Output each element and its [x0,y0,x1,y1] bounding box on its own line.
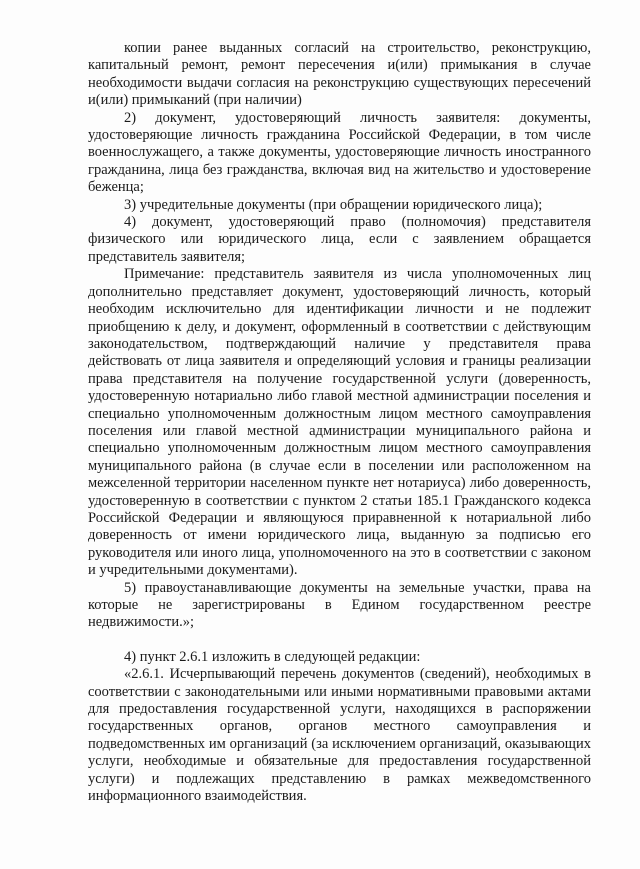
paragraph-gap [88,632,591,649]
paragraph-founding-documents: 3) учредительные документы (при обращении юридического лица); [124,196,543,213]
document-body [88,40,591,805]
paragraph-consents-copies: копии ранее выданных согласий на строительство, реконструкцию, капитальный ремонт, ремонт пересечения и(или) примыкания в случае необходимости выдачи согласия на реконструкцию существующих пересечений и(или) примыканий (при наличии) [88,40,591,109]
paragraph-note: Примечание: представитель заявителя из числа уполномоченных лиц дополнительно представляет документ, удостоверяющий личность, который необходим исключительно для идентификации личности и не подлежит приобщению к делу, и документ, оформленный в соответствии с действующим законодательством, подтверждающий наличие у представителя права действовать от лица заявителя и определяющий условия и границы реализации права представителя на получение государственной услуги (доверенность, удостоверенную нотариально либо главой местной администрации поселения и специально уполномоченным должностным лицом местного самоуправления поселения или главой местной администрации муниципального района и специально уполномоченным должностным лицом местного самоуправления муниципального района (в случае если в поселении или расположенном на межселенной территории населенном пункте нет нотариуса) либо доверенность, удостоверенную в соответствии с пунктом 2 статьи 185.1 Гражданского кодекса Российской Федерации и являющуюся приравненной к нотариальной либо доверенность от имени юридического лица, выданную за подписью его руководителя или иного лица, уполномоченного на это в соответствии с законом и учредительными документами). [88,266,591,579]
paragraph-amend-2-6-1: 4) пункт 2.6.1 изложить в следующей редакции: [124,648,421,665]
paragraph-land-title-documents: 5) правоустанавливающие документы на земельные участки, права на которые не зарегистрированы в Едином государственном реестре недвижимости.»; [88,579,591,631]
paragraph-authority-document: 4) документ, удостоверяющий право (полномочия) представителя физического или юридического лица, если с заявлением обращается представитель заявителя; [88,214,591,265]
paragraph-2-6-1-text: «2.6.1. Исчерпывающий перечень документов (сведений), необходимых в соответствии с законодательными или иными нормативными правовыми актами для предоставления государственной услуги, находящихся в распоряжении государственных органов, органов местного самоуправления и подведомственных им организаций (за исключением организаций, оказывающих услуги, необходимые и обязательные для предоставления государственной услуги) и подлежащих представлению в рамках межведомственного информационного взаимодействия. [88,666,591,805]
paragraph-identity-document: 2) документ, удостоверяющий личность заявителя: документы, удостоверяющие личность гражданина Российской Федерации, в том числе военнослужащего, а также документы, удостоверяющие личность иностранного гражданина, лица без гражданства, включая вид на жительство и удостоверение беженца; [88,109,591,196]
